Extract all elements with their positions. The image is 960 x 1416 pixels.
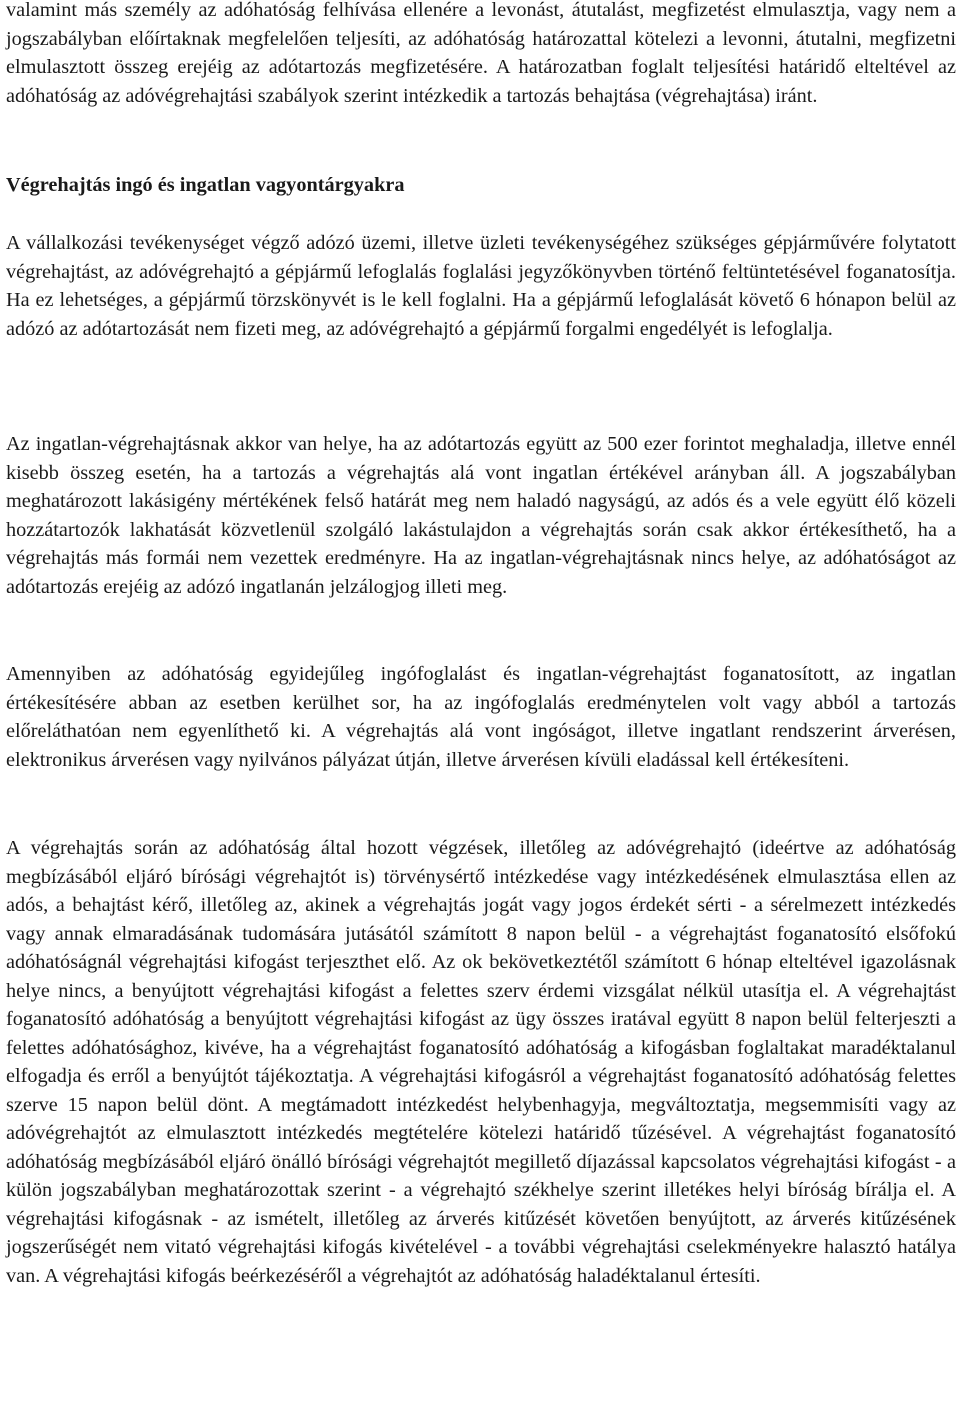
- paragraph-ingatlan-vegrehajtas: Az ingatlan-végrehajtásnak akkor van helye, ha az adótartozás együtt az 500 ezer forintot meghaladja, illetve ennél kisebb összeg esetén, ha a tartozás a végrehajtás alá vont ingatlan értékével arányban áll. A jogszabályban meghatározott lakásigény mértékének felső határát meg nem haladó nagyságú, az adós és a vele együtt élő közeli hozzátartozók lakhatását közvetlenül szolgáló lakástulajdon a végrehajtás során csak akkor értékesíthető, ha a végrehajtás más formái nem vezettek eredményre. Ha az ingatlan-végrehajtásnak nincs helye, az adóhatóságot az adótartozás erejéig az adózó ingatlanán jelzálogjog illeti meg.: [6, 433, 956, 598]
- paragraph-ertekesites: Amennyiben az adóhatóság egyidejűleg ingófoglalást és ingatlan-végrehajtást foganatosított, az ingatlan értékesítésére abban az esetben kerülhet sor, ha az ingófoglalás eredménytelen volt vagy abból a tartozás előreláthatóan nem egyenlíthető ki. A végrehajtás alá vont ingóságot, illetve ingatlant rendszerint árverésen, elektronikus árverésen vagy nyilvános pályázat útján, illetve árverésen kívüli eladással kell értékesíteni.: [6, 663, 956, 771]
- paragraph-levonas-elmulasztasa: valamint más személy az adóhatóság felhívása ellenére a levonást, átutalást, megfizetést elmulasztja, vagy nem a jogszabályban előírtaknak megfelelően teljesíti, az adóhatóság határozattal kötelezi a levonni, átutalni, megfizetni elmulasztott összeg erejéig az adótartozás megfizetésére. A határozatban foglalt teljesítési határidő elteltével az adóhatóság az adóvégrehajtási szabályok szerint intézkedik a tartozás behajtása (végrehajtása) iránt.: [6, 0, 956, 107]
- paragraph-gepjarmu-vegrehajtas: A vállalkozási tevékenységet végző adózó üzemi, illetve üzleti tevékenységéhez szükséges gépjárművére folytatott végrehajtást, az adóvégrehajtó a gépjármű lefoglalás foglalási jegyzőkönyvben történő feltüntetésével foganatosítja. Ha ez lehetséges, a gépjármű törzskönyvét is le kell foglalni. Ha a gépjármű lefoglalását követő 6 hónapon belül az adózó az adótartozását nem fizeti meg, az adóvégrehajtó a gépjármű forgalmi engedélyét is lefoglalja.: [6, 232, 956, 340]
- section-heading: Végrehajtás ingó és ingatlan vagyontárgyakra: [6, 174, 405, 196]
- paragraph-vegrehajtasi-kifogas: A végrehajtás során az adóhatóság által hozott végzések, illetőleg az adóvégrehajtó (ideértve az adóhatóság megbízásából eljáró bírósági végrehajtót is) törvénysértő intézkedése vagy intézkedésének elmulasztása ellen az adós, a behajtást kérő, illetőleg az, akinek a végrehajtás jogát vagy jogos érdekét sérti - a sérelmezett intézkedés vagy annak elmaradásának tudomására jutásától számított 8 napon belül - a végrehajtást foganatosító elsőfokú adóhatóságnál végrehajtási kifogást terjeszthet elő. Az ok bekövetkeztétől számított 6 hónap elteltével igazolásnak helye nincs, a benyújtott végrehajtási kifogást a felettes szerv érdemi vizsgálat nélkül utasítja el. A végrehajtást foganatosító adóhatóság a benyújtott végrehajtási kifogást az ügy összes iratával együtt 8 napon belül felterjeszti a felettes adóhatósághoz, kivéve, ha a végrehajtást foganatosító adóhatóság a kifogásban foglaltakat maradéktalanul elfogadja és erről a benyújtót tájékoztatja. A végrehajtási kifogásról a végrehajtást foganatosító adóhatóság felettes szerve 15 napon belül dönt. A megtámadott intézkedést helybenhagyja, megváltoztatja, megsemmisíti vagy az adóvégrehajtót az elmulasztott intézkedés megtételére kötelezi határidő tűzésével. A végrehajtást foganatosító adóhatóság megbízásából eljáró önálló bírósági végrehajtót megillető díjazással kapcsolatos végrehajtási kifogást - a külön jogszabályban meghatározottak szerint - a végrehajtó székhelye szerint illetékes helyi bíróság bírálja el. A végrehajtási kifogásnak - az ismételt, illetőleg az árverés kitűzését követően benyújtott, az árverés kitűzésének jogszerűségét nem vitató végrehajtási kifogás kivételével - a további végrehajtási cselekményekre halasztó hatálya van. A végrehajtási kifogás beérkezéséről a végrehajtót az adóhatóság haladéktalanul értesíti.: [6, 837, 956, 1287]
